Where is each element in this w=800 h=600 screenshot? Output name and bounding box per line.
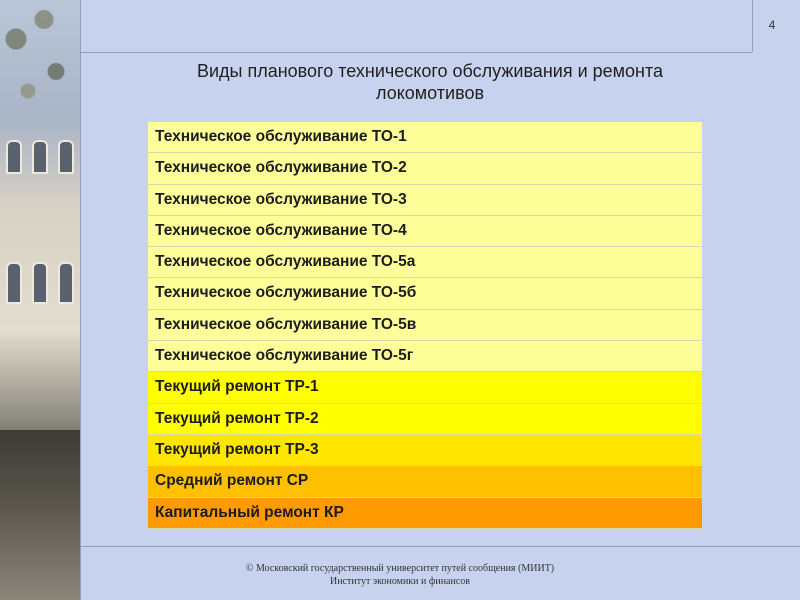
slide-number: 4 [768, 18, 776, 32]
table-row: Техническое обслуживание ТО-1 [148, 122, 702, 153]
window [32, 140, 48, 174]
title-line-2: локомотивов [375, 83, 485, 103]
table-row: Техническое обслуживание ТО-5б [148, 278, 702, 309]
slide-title [140, 60, 720, 104]
header-divider [80, 52, 752, 53]
table-row: Техническое обслуживание ТО-4 [148, 216, 702, 247]
window [6, 140, 22, 174]
window [58, 262, 74, 304]
window [6, 262, 22, 304]
table-row: Техническое обслуживание ТО-5г [148, 341, 702, 372]
table-row: Средний ремонт СР [148, 466, 702, 497]
table-row: Техническое обслуживание ТО-3 [148, 185, 702, 216]
table-row: Техническое обслуживание ТО-2 [148, 153, 702, 184]
table-row: Техническое обслуживание ТО-5в [148, 310, 702, 341]
title-line-1: Виды планового технического обслуживания и ремонта [196, 61, 664, 81]
footer-divider [80, 546, 800, 547]
table-row: Текущий ремонт ТР-3 [148, 435, 702, 466]
window [32, 262, 48, 304]
footer-institute: Институт экономики и финансов [329, 576, 471, 587]
table-row: Текущий ремонт ТР-2 [148, 404, 702, 435]
building-photo [0, 0, 80, 600]
maintenance-table [148, 122, 702, 529]
street [0, 430, 80, 600]
tree-foliage [0, 0, 80, 130]
table-row: Техническое обслуживание ТО-5а [148, 247, 702, 278]
footer [200, 562, 600, 588]
table-row: Капитальный ремонт КР [148, 498, 702, 529]
table-row: Текущий ремонт ТР-1 [148, 372, 702, 403]
window [58, 140, 74, 174]
footer-copyright: © Московский государственный университет путей сообщения (МИИТ) [245, 563, 555, 574]
number-box-divider [752, 0, 753, 52]
